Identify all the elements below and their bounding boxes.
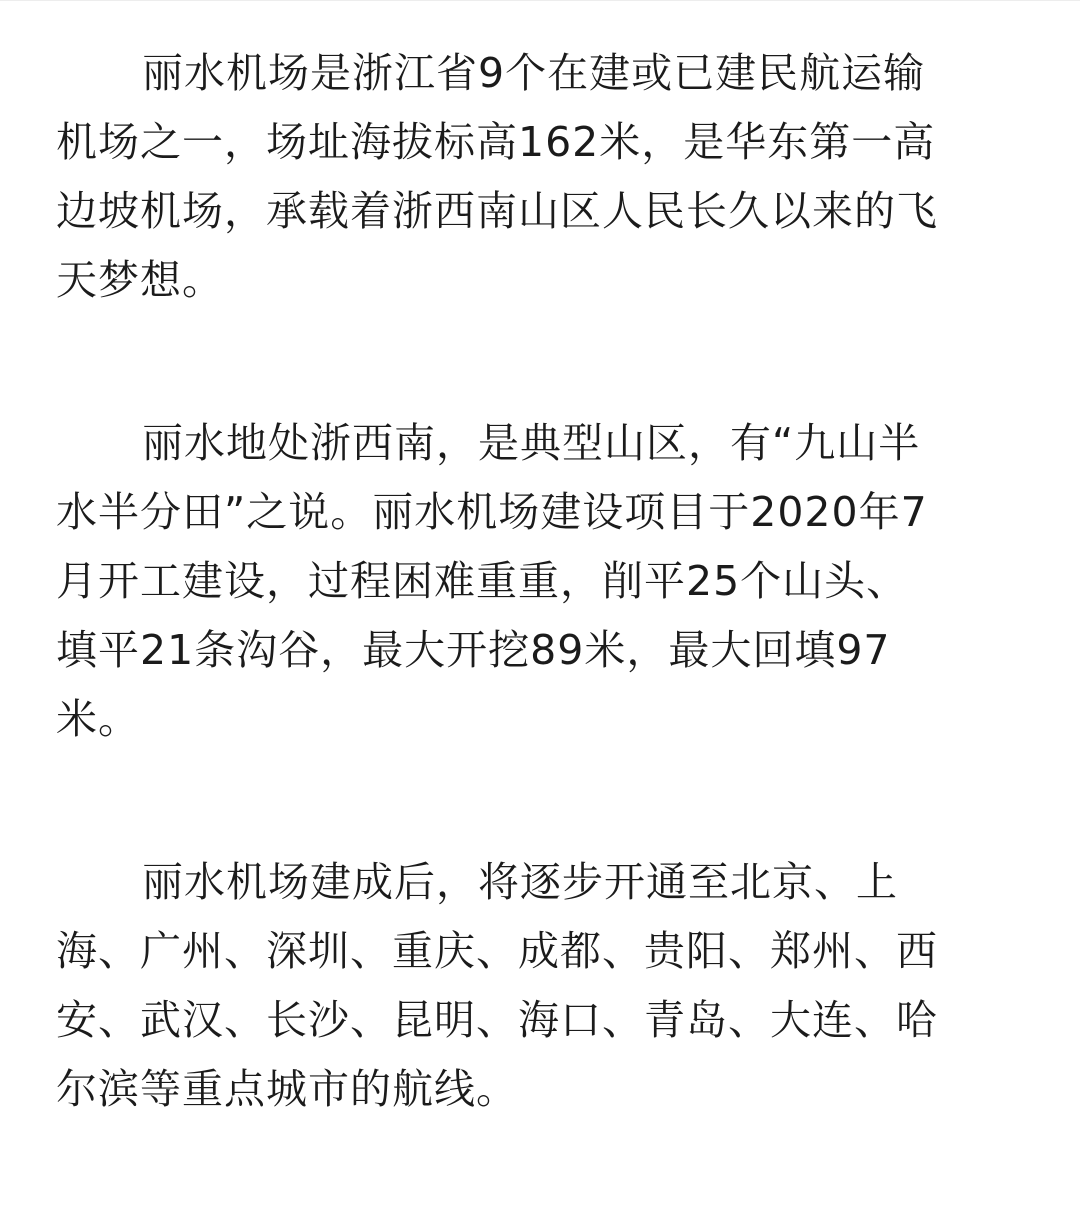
paragraph-spacer — [56, 315, 1024, 409]
paragraph-line: 填平21条沟谷，最大开挖89米，最大回填97 — [56, 626, 891, 674]
paragraph-line: 机场之一，场址海拔标高162米，是华东第一高 — [56, 118, 936, 166]
paragraph-line: 天梦想。 — [56, 256, 224, 304]
paragraph-line: 尔滨等重点城市的航线。 — [56, 1065, 518, 1113]
paragraph-line: 海、广州、深圳、重庆、成都、贵阳、郑州、西 — [56, 927, 938, 975]
paragraph-2 — [56, 409, 1024, 754]
paragraph-line: 丽水地处浙西南，是典型山区，有“九山半 — [142, 419, 921, 467]
paragraph-line: 边坡机场，承载着浙西南山区人民长久以来的飞 — [56, 187, 938, 235]
paragraph-line: 月开工建设，过程困难重重，削平25个山头、 — [56, 557, 909, 605]
paragraph-1 — [56, 39, 1024, 315]
paragraph-line: 丽水机场建成后，将逐步开通至北京、上 — [142, 858, 898, 906]
paragraph-line: 水半分田”之说。丽水机场建设项目于2020年7 — [56, 488, 928, 536]
paragraph-3 — [56, 848, 1024, 1124]
paragraph-line: 安、武汉、长沙、昆明、海口、青岛、大连、哈 — [56, 996, 938, 1044]
paragraph-line: 米。 — [56, 695, 140, 743]
article-body — [56, 39, 1024, 1124]
paragraph-spacer — [56, 754, 1024, 848]
paragraph-line: 丽水机场是浙江省9个在建或已建民航运输 — [142, 49, 926, 97]
